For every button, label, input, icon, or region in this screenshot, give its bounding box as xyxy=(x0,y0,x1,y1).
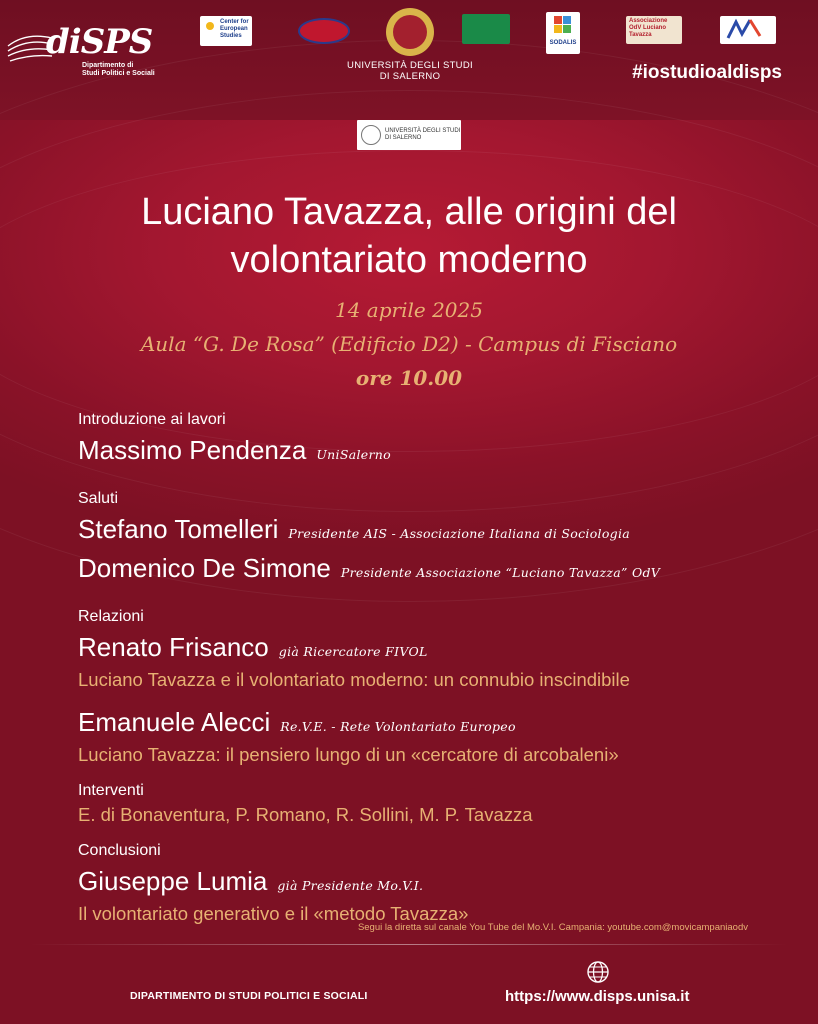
sun-icon xyxy=(203,19,217,33)
speaker-name: Massimo Pendenza xyxy=(78,435,307,465)
partner-logo-oval[interactable] xyxy=(298,18,350,44)
speaker-role: Presidente AIS - Associazione Italiana di Sociologia xyxy=(288,526,631,541)
universita-volontariato-logo[interactable] xyxy=(462,14,510,44)
unisa-caption: UNIVERSITÀ DEGLI STUDI DI SALERNO xyxy=(347,60,473,82)
event-date: 14 aprile 2025 xyxy=(335,298,483,322)
associazione-tavazza-logo[interactable]: Associazione OdV Luciano Tavazza xyxy=(626,16,682,44)
speaker-name: Renato Frisanco xyxy=(78,632,269,662)
event-title: Luciano Tavazza, alle origini del volontariato moderno xyxy=(141,191,677,281)
talk-title: Il volontariato generativo e il «metodo Tavazza» xyxy=(78,903,469,924)
program xyxy=(78,410,798,926)
event-time: ore 10.00 xyxy=(355,366,463,390)
speaker-name: Giuseppe Lumia xyxy=(78,866,268,896)
talk-title: Luciano Tavazza: il pensiero lungo di un «cercatore di arcobaleni» xyxy=(78,744,619,765)
globe-icon xyxy=(586,960,610,984)
hashtag: #iostudioaldisps xyxy=(632,62,782,83)
livestream-note[interactable]: Segui la diretta sul canale You Tube del Mo.V.I. Campania: youtube.com@movicampaniaodv xyxy=(357,922,748,933)
speaker-row xyxy=(78,434,798,471)
speaker-row xyxy=(78,552,798,589)
sodalis-logo[interactable]: SODALIS xyxy=(546,12,580,54)
section-label-interventi: Interventi xyxy=(78,782,144,799)
speaker-row xyxy=(78,865,798,902)
footer-divider xyxy=(30,944,788,945)
speaker-name: Emanuele Alecci xyxy=(78,707,271,737)
speaker-name: Domenico De Simone xyxy=(78,553,331,583)
center-european-studies-logo[interactable]: Center for European Studies xyxy=(200,16,252,46)
unisa-seal-logo[interactable] xyxy=(386,8,434,56)
sodalis-mark-icon xyxy=(546,14,580,38)
section-label-relazioni: Relazioni xyxy=(78,608,144,625)
footer-department: DIPARTIMENTO DI STUDI POLITICI E SOCIALI xyxy=(130,990,368,1002)
unisa-stamp-logo: UNIVERSITÀ DEGLI STUDI DI SALERNO xyxy=(357,120,461,150)
speaker-row xyxy=(78,706,798,743)
movi-mark-icon xyxy=(720,16,776,44)
event-location: Aula “G. De Rosa” (Edificio D2) - Campus di Fisciano xyxy=(140,332,678,356)
movi-logo[interactable] xyxy=(720,16,776,44)
speaker-role: già Presidente Mo.V.I. xyxy=(277,878,424,893)
section-label-conclusioni: Conclusioni xyxy=(78,842,161,859)
disps-subtitle: Dipartimento di Studi Politici e Sociali xyxy=(82,62,155,77)
talk-title: Luciano Tavazza e il volontariato moderno: un connubio inscindibile xyxy=(78,669,630,690)
website-link[interactable]: https://www.disps.unisa.it xyxy=(505,988,690,1005)
speaker-role: UniSalerno xyxy=(316,447,391,462)
disps-logo[interactable] xyxy=(6,18,166,88)
speaker-name: Stefano Tomelleri xyxy=(78,514,279,544)
speaker-role: già Ricercatore FIVOL xyxy=(278,644,428,659)
interventi-list: E. di Bonaventura, P. Romano, R. Sollini, M. P. Tavazza xyxy=(78,804,533,825)
disps-wordmark: diSPS xyxy=(46,22,153,62)
section-label-saluti: Saluti xyxy=(78,490,119,507)
speaker-role: Re.V.E. - Rete Volontariato Europeo xyxy=(280,719,516,734)
speaker-role: Presidente Associazione “Luciano Tavazza” OdV xyxy=(340,565,661,580)
speaker-row xyxy=(78,631,798,668)
section-label-introduzione: Introduzione ai lavori xyxy=(78,411,226,428)
speaker-row xyxy=(78,513,798,550)
